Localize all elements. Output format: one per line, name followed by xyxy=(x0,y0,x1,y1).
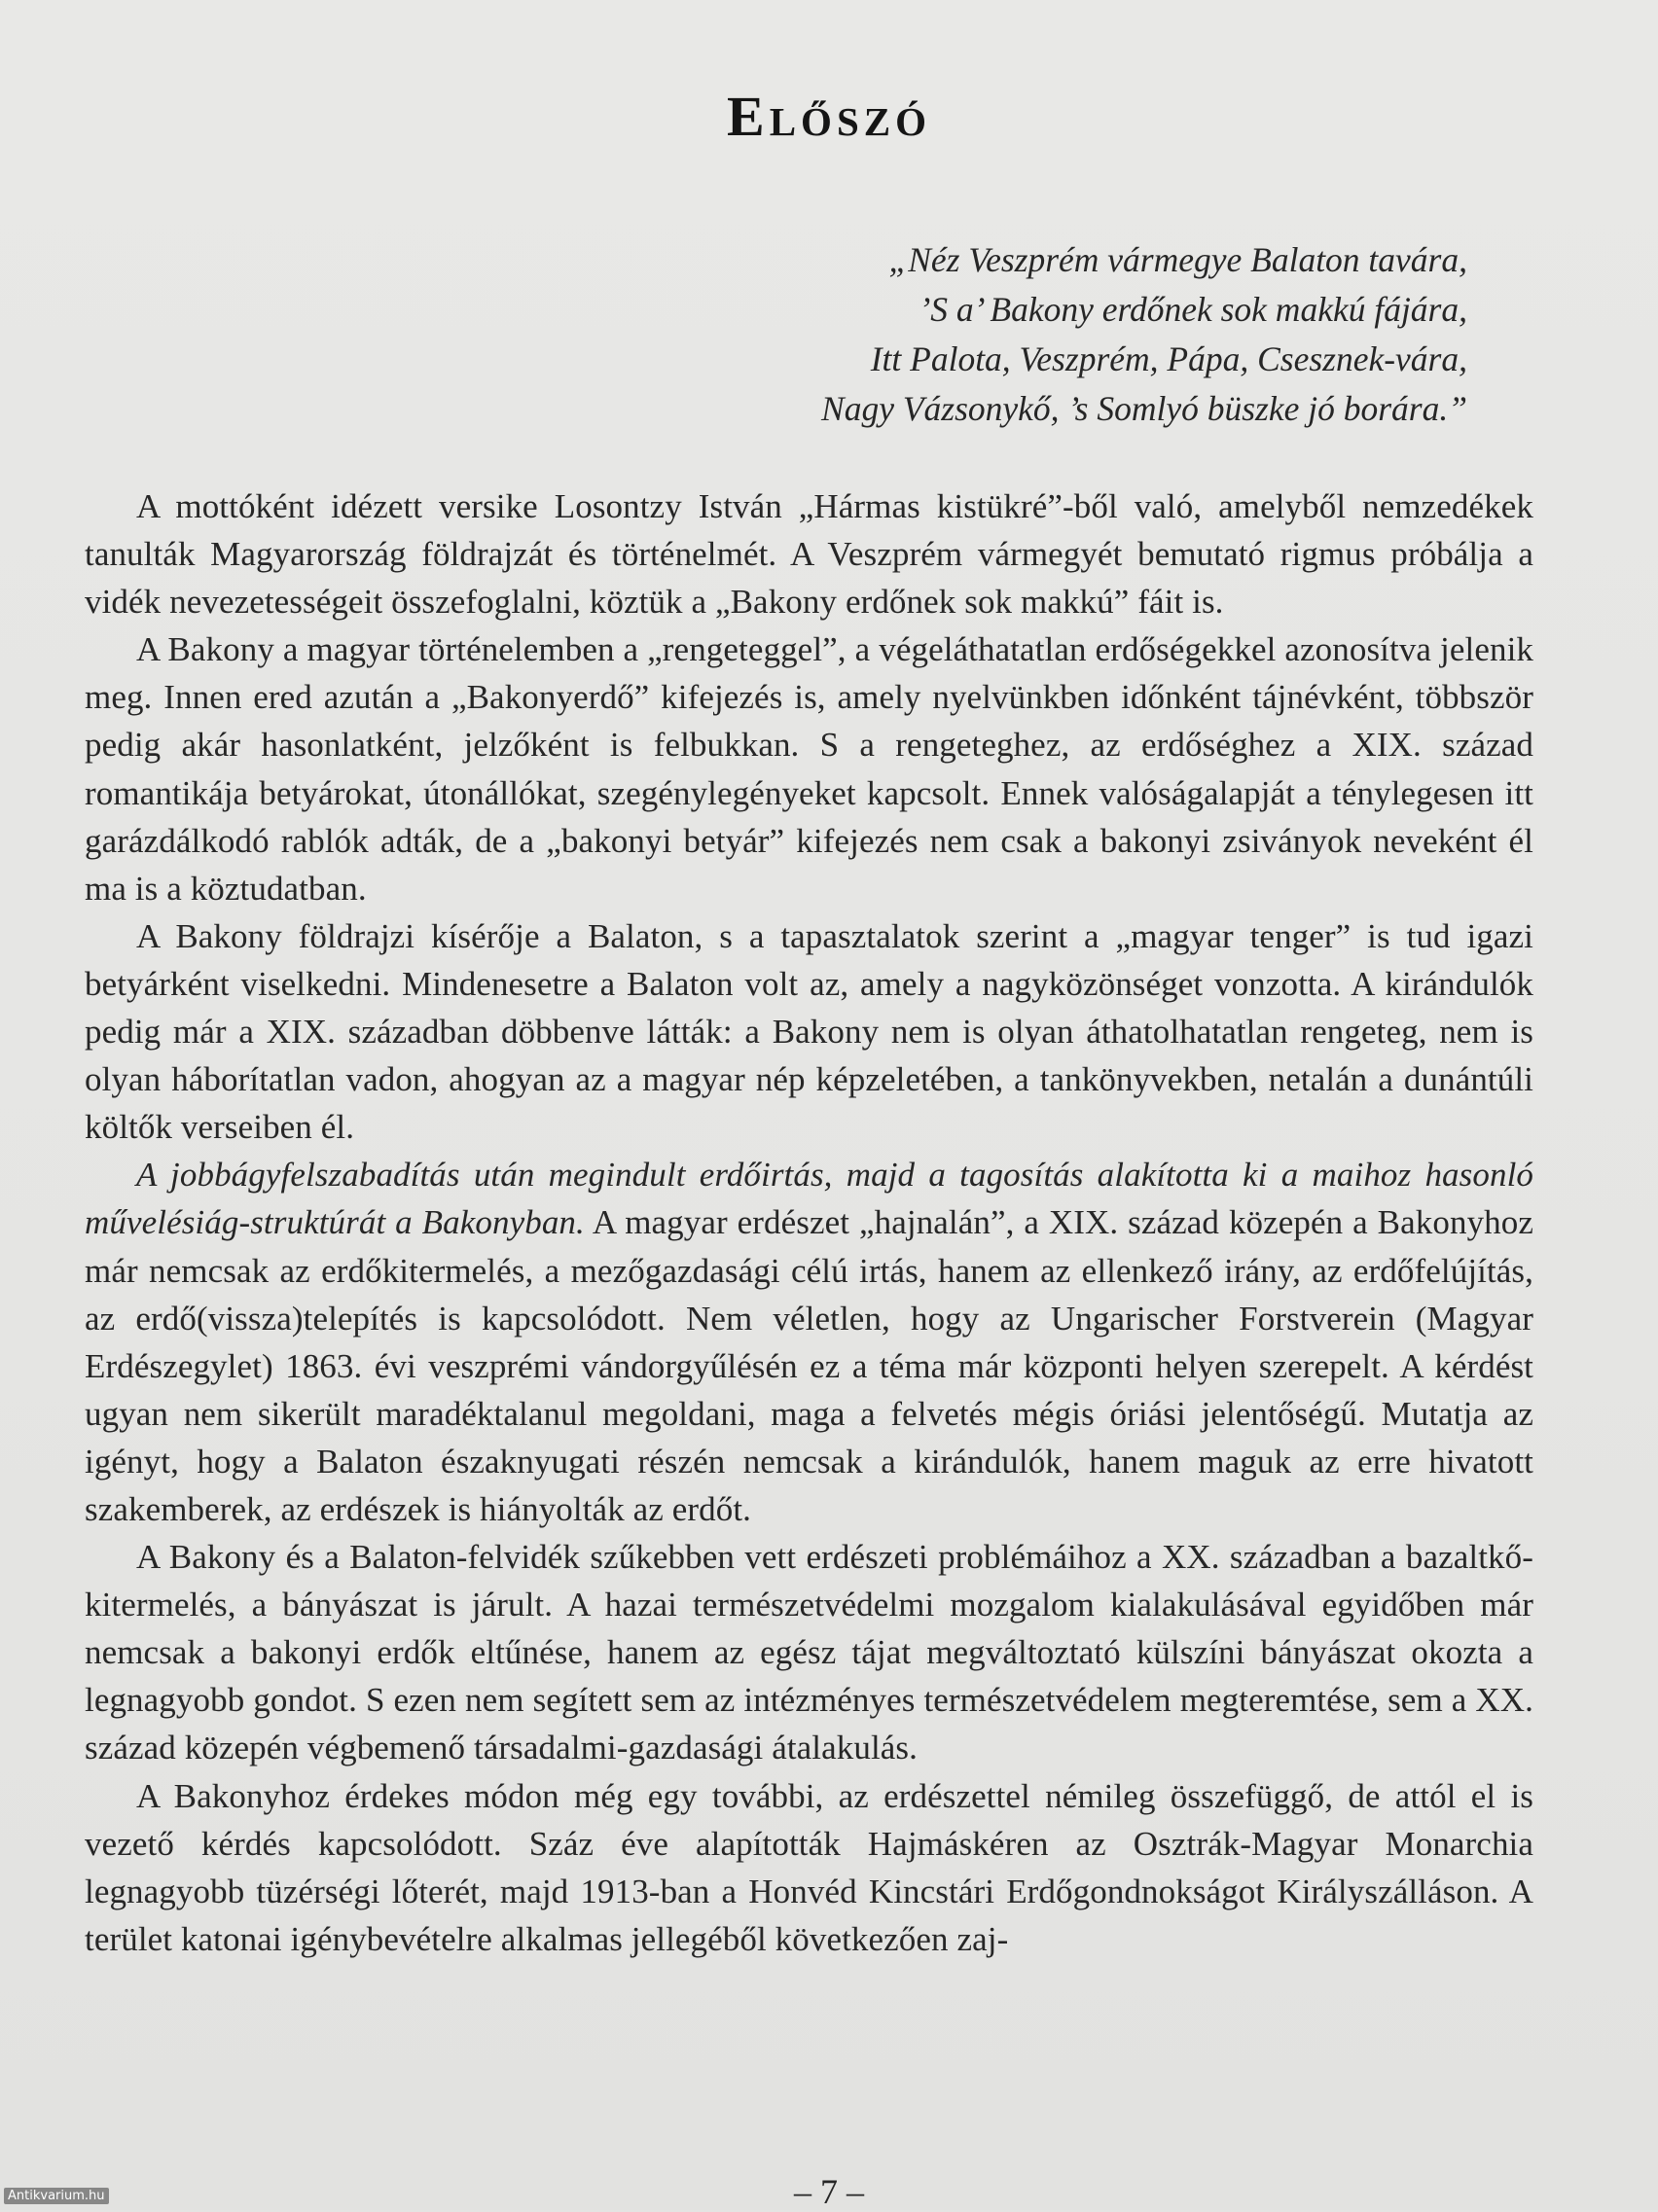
paragraph: A Bakonyhoz érdekes módon még egy további, az erdészettel némileg összefüggő, de attól el is vezető kérdés kapcsolódott. Száz éve alapították Hajmáskéren az Osztrák-Magyar Monarchia legnagyobb tüzérségi lőterét, majd 1913-ban a Honvéd Kincstári Erdőgondnokságot Királyszálláson. A terület katonai igénybevételre alkalmas jellegéből következően zaj- xyxy=(85,1776,1533,1958)
paragraph: A Bakony földrajzi kísérője a Balaton, s a tapasztalatok szerint a „magyar tenger” is tud igazi betyárként viselkedni. Mindenesetre a Balaton volt az, amely a nagyközönséget vonzotta. A kirándulók pedig már a XIX. században döbbenve látták: a Bakony nem is olyan áthatolhatatlan rengeteg, nem is olyan háborítatlan vadon, ahogyan az a magyar nép képzeletében, a tankönyvekben, netalán a dunántúli költők verseiben él. xyxy=(85,916,1533,1147)
paragraph: A mottóként idézett versike Losontzy István „Hármas kistükré”-ből való, amelyből nemzedékek tanulták Magyarország földrajzát és történelmét. A Veszprém vármegyét bemutató rigmus próbálja a vidék nevezetességeit összefoglalni, köztük a „Bakony erdőnek sok makkú” fáit is. xyxy=(85,487,1533,622)
paragraph: A Bakony és a Balaton-felvidék szűkebben vett erdészeti problémáihoz a XX. században a bazaltkő-kitermelés, a bányászat is járult. A hazai természetvédelmi mozgalom kialakulásával egyidőben már nemcsak a bakonyi erdők eltűnése, hanem az egész tájat megváltoztató külszíni bányászat okozta a legnagyobb gondot. S ezen nem segített sem az intézményes természetvédelem megteremtése, sem a XX. század közepén végbemenő társadalmi-gazdasági átalakulás. xyxy=(85,1538,1533,1767)
paragraph-italic-lead: A jobbágyfelszabadítás után megindult erdőirtás, majd a tagosítás alakította ki a maihoz hasonló művelésiág-struktúrát a Bakonyban. xyxy=(85,1156,1533,1242)
motto-line: Nagy Vázsonykő, ’s Somlyó büszke jó borára.” xyxy=(821,389,1467,428)
motto-line: „Néz Veszprém vármegye Balaton tavára, xyxy=(888,240,1467,279)
body-text xyxy=(85,482,1533,1963)
paragraph-text: A magyar erdészet „hajnalán”, a XIX. század közepén a Bakonyhoz már nemcsak az erdőkitermelés, a mezőgazdasági célú irtás, hanem az ellenkező irány, az erdőfelújítás, az erdő(vissza)telepítés is kapcsolódott. Nem véletlen, hogy az Ungarischer Forstverein (Magyar Erdészegylet) 1863. évi veszprémi vándorgyűlésén ez a téma már központi helyen szerepelt. A kérdést ugyan nem sikerült maradéktalanul megoldani, maga a felvetés mégis óriási jelentőségű. Mutatja az igényt, hogy a Balaton északnyugati részén nemcsak a kirándulók, hanem maguk az erre hivatott szakemberek, az erdészek is hiányolták az erdőt. xyxy=(85,1203,1534,1528)
watermark-logo: Antikvarium.hu xyxy=(4,2188,109,2204)
motto-line: ’S a’ Bakony erdőnek sok makkú fájára, xyxy=(919,290,1467,329)
paragraph xyxy=(85,1151,1533,1533)
paragraph: A Bakony a magyar történelemben a „rengeteggel”, a végeláthatatlan erdőségekkel azonosítva jelenik meg. Innen ered azután a „Bakonyerdő” kifejezés is, amely nyelvünkben időnként tájnévként, többször pedig akár hasonlatként, jelzőként is felbukkan. S a rengeteghez, az erdőséghez a XIX. század romantikája betyárokat, útonállókat, szegénylegényeket kapcsolt. Ennek valóságalapját a ténylegesen itt garázdálkodó rablók adták, de a „bakonyi betyár” kifejezés nem csak a bakonyi zsiványok neveként él ma is a köztudatban. xyxy=(85,630,1533,908)
motto-line: Itt Palota, Veszprém, Pápa, Csesznek-vára, xyxy=(870,339,1467,378)
page-title: Előszó xyxy=(727,85,931,148)
motto-verse xyxy=(821,235,1467,434)
page-number: – 7 – xyxy=(794,2172,864,2211)
